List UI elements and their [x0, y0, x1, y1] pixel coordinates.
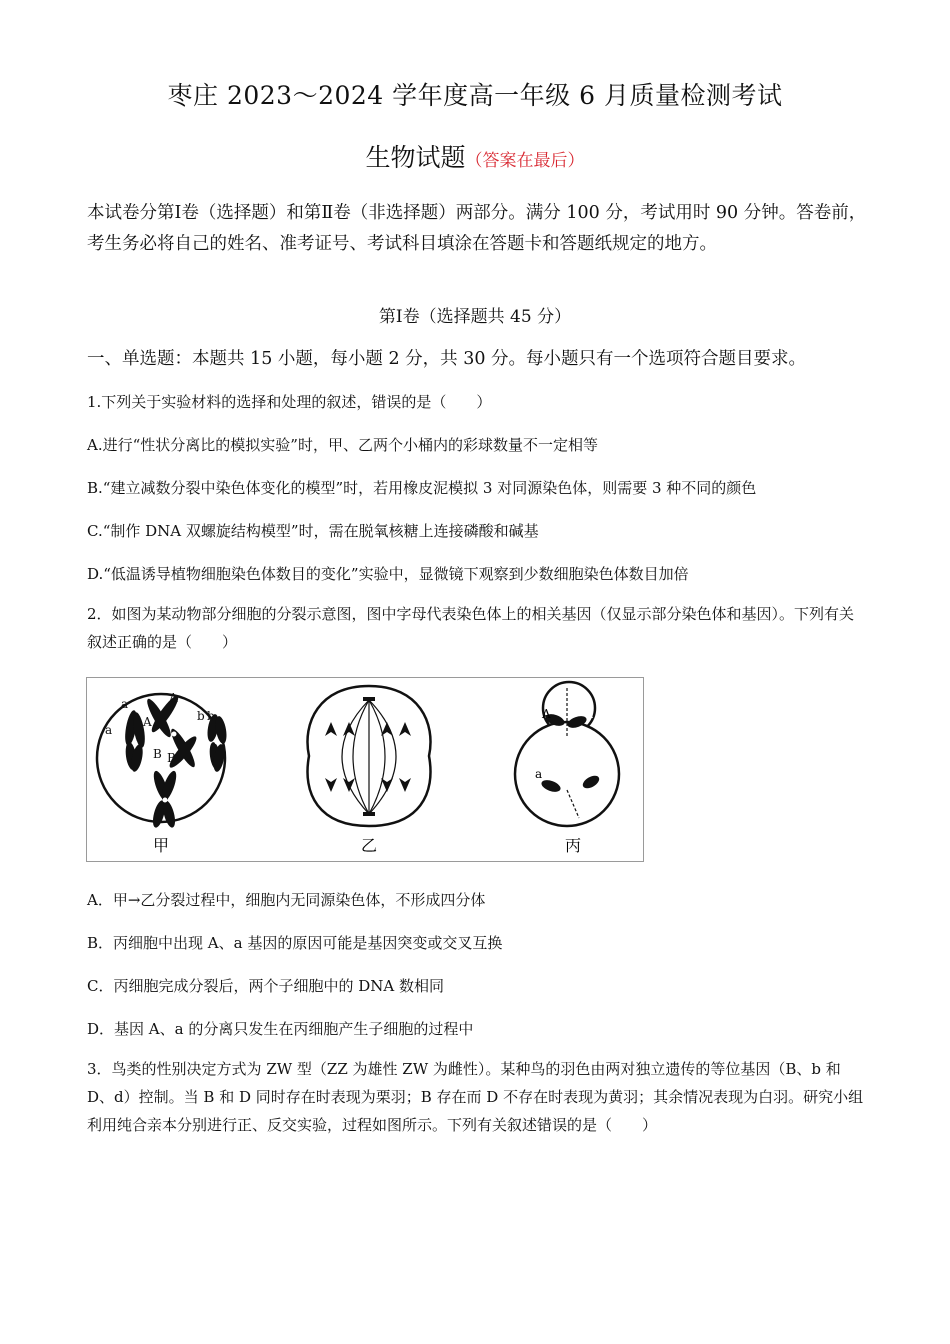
gene-label: a — [121, 697, 129, 711]
cell-division-figure — [86, 677, 644, 862]
q1-option-b: B.“建立减数分裂中染色体变化的模型”时，若用橡皮泥模拟 3 对同源染色体，则需要 3 种不同的颜色 — [87, 479, 757, 497]
q2-option-a: A．甲→乙分裂过程中，细胞内无同源染色体，不形成四分体 — [87, 891, 486, 909]
cell-bing — [515, 682, 619, 855]
gene-label: b — [197, 709, 205, 723]
cell-label-bing: 丙 — [565, 836, 582, 855]
q3-stem: 3．鸟类的性别决定方式为 ZW 型（ZZ 为雄性 ZW 为雌性）。某种鸟的羽色由两对独立遗传的等位基因（B、b 和 D、d）控制。当 B 和 D 同时存在时表现为栗羽；B 存在而 D 不存在时表现为黄羽；其余情况表现为白羽。研究小组利用纯合亲本分别进行正、反交实验，过程如图所示。下列有关叙述错误的是（ ） — [87, 1060, 864, 1134]
q2-option-b: B．丙细胞中出现 A、a 基因的原因可能是基因突变或交叉互换 — [87, 934, 503, 952]
subject-title: 生物试题 — [365, 143, 466, 172]
gene-label: a — [105, 723, 113, 737]
answer-note: （答案在最后） — [465, 151, 585, 171]
q1-option-d: D.“低温诱导植物细胞染色体数目的变化”实验中，显微镜下观察到少数细胞染色体数目加倍 — [87, 565, 689, 583]
gene-label: B — [167, 751, 176, 765]
gene-label: A — [542, 707, 551, 721]
cell-jia — [97, 691, 228, 855]
gene-label: a — [535, 767, 543, 781]
q1-option-a: A.进行“性状分离比的模拟实验”时，甲、乙两个小桶内的彩球数量不一定相等 — [87, 436, 598, 454]
exam-subtitle — [0, 138, 950, 174]
q2-option-d: D．基因 A、a 的分离只发生在丙细胞产生子细胞的过程中 — [87, 1020, 474, 1038]
cell-label-jia: 甲 — [153, 836, 170, 855]
section-title: 第Ⅰ卷（选择题共 45 分） — [378, 307, 572, 327]
gene-label: A — [143, 715, 152, 729]
q2-stem: 2．如图为某动物部分细胞的分裂示意图，图中字母代表染色体上的相关基因（仅显示部分染色体和基因）。下列有关叙述正确的是（ ） — [87, 605, 855, 651]
gene-label: A — [169, 691, 178, 705]
gene-label: b — [207, 709, 215, 723]
q1-option-c: C.“制作 DNA 双螺旋结构模型”时，需在脱氧核糖上连接磷酸和碱基 — [87, 522, 539, 540]
cell-label-yi: 乙 — [361, 836, 378, 855]
q2-option-c: C．丙细胞完成分裂后，两个子细胞中的 DNA 数相同 — [87, 977, 444, 995]
cell-yi — [307, 686, 430, 855]
exam-intro: 本试卷分第Ⅰ卷（选择题）和第Ⅱ卷（非选择题）两部分。满分 100 分，考试用时 90 分钟。答卷前，考生务必将自己的姓名、准考证号、考试科目填涂在答题卡和答题纸规定的地方。 — [87, 203, 867, 254]
section-instructions: 一、单选题：本题共 15 小题，每小题 2 分，共 30 分。每小题只有一个选项符合题目要求。 — [87, 349, 807, 369]
exam-title: 枣庄 2023～2024 学年度高一年级 6 月质量检测考试 — [167, 81, 783, 110]
gene-label: B — [153, 747, 162, 761]
q1-stem: 1.下列关于实验材料的选择和处理的叙述，错误的是（ ） — [87, 393, 492, 411]
